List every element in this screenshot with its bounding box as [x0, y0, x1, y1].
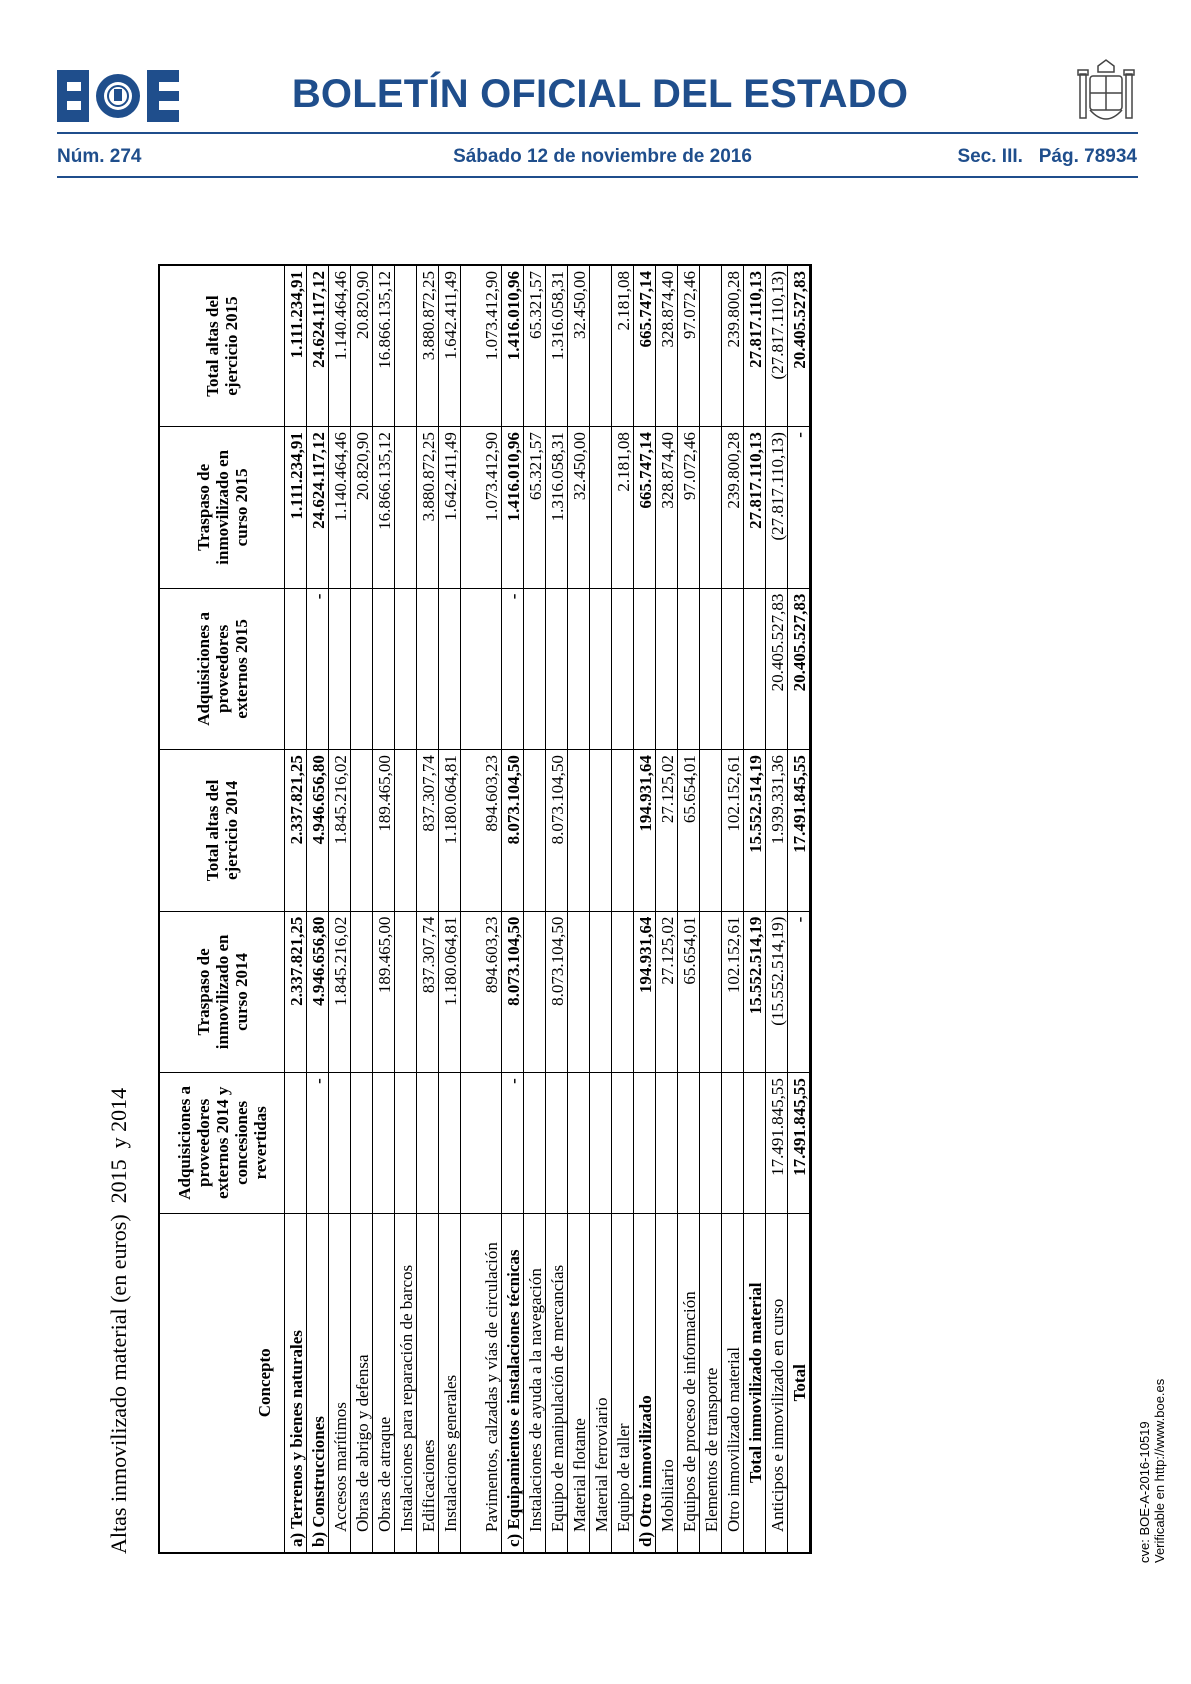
value-cell-trasp2014: 4.946.656,80	[307, 911, 329, 1073]
value-cell-adq2015	[634, 588, 656, 750]
concepto-cell: c) Equipamientos e instalaciones técnicas	[502, 1213, 524, 1553]
column-header-concepto: Concepto	[159, 1213, 285, 1553]
concepto-cell: Anticipos e inmovilizado en curso	[766, 1213, 788, 1553]
table-header-row	[159, 265, 285, 1553]
header-bottom-rule	[57, 176, 1138, 178]
value-cell-trasp2015: 1.111.234,91	[285, 427, 307, 589]
value-cell-adq2015	[656, 588, 678, 750]
value-cell-adq2014: -	[307, 1073, 329, 1213]
value-cell-trasp2014: 65.654,01	[678, 911, 700, 1073]
value-cell-total2014: 8.073.104,50	[502, 750, 524, 912]
value-cell-total2014: 102.152,61	[722, 750, 744, 912]
boe-logo	[57, 70, 179, 122]
value-cell-trasp2015: 3.880.872,25	[417, 427, 439, 589]
issue-number: Núm. 274	[57, 146, 142, 167]
concepto-cell: Equipos de proceso de información	[678, 1213, 700, 1553]
cve-footer	[1137, 1379, 1167, 1563]
value-cell-total2015: (27.817.110,13)	[766, 265, 788, 427]
value-cell-adq2014	[329, 1073, 351, 1213]
value-cell-adq2014	[634, 1073, 656, 1213]
column-header-3: Total altas del ejercicio 2014	[159, 750, 285, 912]
concepto-cell: d) Otro inmovilizado	[634, 1213, 656, 1553]
value-cell-total2015: 3.880.872,25	[417, 265, 439, 427]
value-cell-trasp2014: 1.180.064,81	[439, 911, 461, 1073]
value-cell-trasp2014	[612, 911, 634, 1073]
concepto-cell: Instalaciones generales	[439, 1213, 461, 1553]
value-cell-total2015: 2.181,08	[612, 265, 634, 427]
concepto-cell: Instalaciones para reparación de barcos	[395, 1213, 417, 1553]
value-cell-trasp2014: 1.845.216,02	[329, 911, 351, 1073]
value-cell-total2014: 4.946.656,80	[307, 750, 329, 912]
value-cell-adq2015: 20.405.527,83	[766, 588, 788, 750]
value-cell-total2014: 189.465,00	[373, 750, 395, 912]
value-cell-total2014: 1.180.064,81	[439, 750, 461, 912]
fixed-assets-table	[158, 264, 812, 1554]
value-cell-adq2015	[744, 588, 766, 750]
concepto-cell: Obras de abrigo y defensa	[351, 1213, 373, 1553]
cve-code: cve: BOE-A-2016-10519	[1137, 1421, 1152, 1563]
value-cell-total2014	[395, 750, 417, 912]
value-cell-trasp2014	[568, 911, 590, 1073]
value-cell-trasp2015: -	[788, 427, 811, 589]
column-header-4: Adquisiciones a proveedores externos 2015	[159, 588, 285, 750]
value-cell-trasp2015: 1.073.412,90	[461, 427, 502, 589]
value-cell-adq2014	[395, 1073, 417, 1213]
value-cell-trasp2014: 189.465,00	[373, 911, 395, 1073]
value-cell-adq2014	[612, 1073, 634, 1213]
value-cell-trasp2014: (15.552.514,19)	[766, 911, 788, 1073]
concepto-cell: Obras de atraque	[373, 1213, 395, 1553]
section-page: Sec. III. Pág. 78934	[957, 146, 1137, 167]
table-row	[351, 265, 373, 1553]
value-cell-trasp2014: 194.931,64	[634, 911, 656, 1073]
table-body	[285, 265, 811, 1553]
value-cell-total2014	[700, 750, 722, 912]
value-cell-trasp2014: -	[788, 911, 811, 1073]
value-cell-total2014: 194.931,64	[634, 750, 656, 912]
value-cell-total2014	[524, 750, 546, 912]
concepto-cell: Otro inmovilizado material	[722, 1213, 744, 1553]
value-cell-trasp2015: 20.820,90	[351, 427, 373, 589]
table-row	[439, 265, 461, 1553]
value-cell-adq2015: -	[307, 588, 329, 750]
value-cell-trasp2015: 24.624.117,12	[307, 427, 329, 589]
value-cell-trasp2014: 894.603,23	[461, 911, 502, 1073]
concepto-cell: Accesos marítimos	[329, 1213, 351, 1553]
table-row	[524, 265, 546, 1553]
value-cell-adq2015	[524, 588, 546, 750]
value-cell-total2015: 27.817.110,13	[744, 265, 766, 427]
value-cell-trasp2015: 97.072,46	[678, 427, 700, 589]
value-cell-adq2015: -	[502, 588, 524, 750]
value-cell-trasp2015: 239.800,28	[722, 427, 744, 589]
value-cell-trasp2014	[700, 911, 722, 1073]
value-cell-trasp2015: 328.874,40	[656, 427, 678, 589]
value-cell-total2015: 239.800,28	[722, 265, 744, 427]
value-cell-adq2014	[351, 1073, 373, 1213]
value-cell-adq2015	[395, 588, 417, 750]
table-row	[612, 265, 634, 1553]
table-row	[461, 265, 502, 1553]
value-cell-adq2014	[590, 1073, 612, 1213]
table-row	[590, 265, 612, 1553]
value-cell-adq2014	[524, 1073, 546, 1213]
value-cell-trasp2014: 27.125,02	[656, 911, 678, 1073]
value-cell-adq2015	[373, 588, 395, 750]
value-cell-total2015: 32.450,00	[568, 265, 590, 427]
column-header-6: Total altas del ejercicio 2015	[159, 265, 285, 427]
value-cell-total2015	[395, 265, 417, 427]
value-cell-adq2014	[285, 1073, 307, 1213]
value-cell-total2014: 8.073.104,50	[546, 750, 568, 912]
table-row	[788, 265, 811, 1553]
concepto-cell: Pavimentos, calzadas y vías de circulación	[461, 1213, 502, 1553]
value-cell-trasp2014: 8.073.104,50	[502, 911, 524, 1073]
value-cell-total2015: 1.316.058,31	[546, 265, 568, 427]
value-cell-total2014: 894.603,23	[461, 750, 502, 912]
value-cell-total2015: 1.642.411,49	[439, 265, 461, 427]
value-cell-adq2015	[417, 588, 439, 750]
value-cell-trasp2015: 1.416.010,96	[502, 427, 524, 589]
table-row	[546, 265, 568, 1553]
table-row	[285, 265, 307, 1553]
value-cell-total2015: 1.140.464,46	[329, 265, 351, 427]
value-cell-adq2014: -	[502, 1073, 524, 1213]
value-cell-trasp2015: 65.321,57	[524, 427, 546, 589]
gazette-title: BOLETÍN OFICIAL DEL ESTADO	[291, 72, 909, 116]
concepto-cell: a) Terrenos y bienes naturales	[285, 1213, 307, 1553]
value-cell-trasp2014	[524, 911, 546, 1073]
concepto-cell: Material ferroviario	[590, 1213, 612, 1553]
column-header-2: Traspaso de inmovilizado en curso 2014	[159, 911, 285, 1073]
table-row	[568, 265, 590, 1553]
value-cell-total2015: 328.874,40	[656, 265, 678, 427]
value-cell-trasp2015	[700, 427, 722, 589]
table-row	[700, 265, 722, 1553]
concepto-cell: Total inmovilizado material	[744, 1213, 766, 1553]
header-top-rule	[57, 132, 1138, 134]
table-row	[656, 265, 678, 1553]
value-cell-adq2014: 17.491.845,55	[766, 1073, 788, 1213]
value-cell-total2015: 1.111.234,91	[285, 265, 307, 427]
value-cell-adq2015	[700, 588, 722, 750]
column-header-5: Traspaso de inmovilizado en curso 2015	[159, 427, 285, 589]
table-row	[634, 265, 656, 1553]
value-cell-total2014	[612, 750, 634, 912]
verify-link[interactable]: Verificable en http://www.boe.es	[1152, 1378, 1167, 1563]
value-cell-total2015: 65.321,57	[524, 265, 546, 427]
table-row	[417, 265, 439, 1553]
value-cell-total2014	[351, 750, 373, 912]
value-cell-trasp2015	[590, 427, 612, 589]
value-cell-total2014	[568, 750, 590, 912]
value-cell-total2015: 24.624.117,12	[307, 265, 329, 427]
value-cell-total2014: 837.307,74	[417, 750, 439, 912]
value-cell-adq2015	[546, 588, 568, 750]
value-cell-total2014: 27.125,02	[656, 750, 678, 912]
value-cell-trasp2015: 16.866.135,12	[373, 427, 395, 589]
value-cell-trasp2014: 15.552.514,19	[744, 911, 766, 1073]
value-cell-trasp2015: 1.316.058,31	[546, 427, 568, 589]
value-cell-trasp2015: 665.747,14	[634, 427, 656, 589]
value-cell-adq2015	[329, 588, 351, 750]
value-cell-adq2014	[656, 1073, 678, 1213]
concepto-cell: Material flotante	[568, 1213, 590, 1553]
value-cell-total2015: 20.820,90	[351, 265, 373, 427]
table-row	[373, 265, 395, 1553]
value-cell-total2014: 1.939.331,36	[766, 750, 788, 912]
value-cell-total2015: 1.416.010,96	[502, 265, 524, 427]
concepto-cell: Elementos de transporte	[700, 1213, 722, 1553]
value-cell-trasp2015: 1.140.464,46	[329, 427, 351, 589]
concepto-cell: Instalaciones de ayuda a la navegación	[524, 1213, 546, 1553]
column-header-1: Adquisiciones a proveedores externos 2014 y concesiones revertidas	[159, 1073, 285, 1213]
value-cell-adq2015	[568, 588, 590, 750]
table-row	[678, 265, 700, 1553]
value-cell-trasp2015	[395, 427, 417, 589]
table-row	[722, 265, 744, 1553]
value-cell-adq2014	[417, 1073, 439, 1213]
issue-date: Sábado 12 de noviembre de 2016	[453, 146, 752, 167]
value-cell-adq2014	[744, 1073, 766, 1213]
value-cell-total2014: 15.552.514,19	[744, 750, 766, 912]
value-cell-total2015: 16.866.135,12	[373, 265, 395, 427]
value-cell-total2014: 1.845.216,02	[329, 750, 351, 912]
concepto-cell: Edificaciones	[417, 1213, 439, 1553]
concepto-cell: Total	[788, 1213, 811, 1553]
value-cell-trasp2014	[351, 911, 373, 1073]
value-cell-trasp2015: 27.817.110,13	[744, 427, 766, 589]
value-cell-total2015	[590, 265, 612, 427]
value-cell-adq2015	[612, 588, 634, 750]
value-cell-trasp2015: 1.642.411,49	[439, 427, 461, 589]
value-cell-trasp2015: (27.817.110,13)	[766, 427, 788, 589]
table-row	[766, 265, 788, 1553]
coat-of-arms-icon	[1076, 58, 1136, 130]
table-row	[395, 265, 417, 1553]
value-cell-trasp2015: 32.450,00	[568, 427, 590, 589]
value-cell-trasp2014: 8.073.104,50	[546, 911, 568, 1073]
value-cell-adq2014	[546, 1073, 568, 1213]
value-cell-adq2014	[373, 1073, 395, 1213]
value-cell-adq2014	[700, 1073, 722, 1213]
value-cell-total2015	[700, 265, 722, 427]
value-cell-adq2014: 17.491.845,55	[788, 1073, 811, 1213]
value-cell-adq2015	[722, 588, 744, 750]
value-cell-total2015: 20.405.527,83	[788, 265, 811, 427]
value-cell-total2015: 97.072,46	[678, 265, 700, 427]
value-cell-adq2014	[439, 1073, 461, 1213]
rotated-table-frame	[106, 236, 896, 1559]
value-cell-trasp2014: 102.152,61	[722, 911, 744, 1073]
table-row	[329, 265, 351, 1553]
value-cell-trasp2014	[395, 911, 417, 1073]
value-cell-adq2014	[568, 1073, 590, 1213]
value-cell-adq2015	[439, 588, 461, 750]
value-cell-total2014: 65.654,01	[678, 750, 700, 912]
table-row	[307, 265, 329, 1553]
value-cell-adq2015	[351, 588, 373, 750]
value-cell-trasp2014: 2.337.821,25	[285, 911, 307, 1073]
value-cell-adq2015: 20.405.527,83	[788, 588, 811, 750]
value-cell-total2014: 17.491.845,55	[788, 750, 811, 912]
value-cell-adq2015	[461, 588, 502, 750]
concepto-cell: b) Construcciones	[307, 1213, 329, 1553]
value-cell-trasp2015: 2.181,08	[612, 427, 634, 589]
value-cell-adq2015	[285, 588, 307, 750]
value-cell-adq2015	[590, 588, 612, 750]
value-cell-total2014: 2.337.821,25	[285, 750, 307, 912]
table-caption: Altas inmovilizado material (en euros) 2015 y 2014	[106, 1087, 131, 1554]
value-cell-adq2014	[678, 1073, 700, 1213]
value-cell-trasp2014: 837.307,74	[417, 911, 439, 1073]
concepto-cell: Mobiliario	[656, 1213, 678, 1553]
value-cell-total2014	[590, 750, 612, 912]
concepto-cell: Equipo de taller	[612, 1213, 634, 1553]
table-row	[744, 265, 766, 1553]
table-row	[502, 265, 524, 1553]
value-cell-total2015: 665.747,14	[634, 265, 656, 427]
value-cell-adq2014	[722, 1073, 744, 1213]
value-cell-total2015: 1.073.412,90	[461, 265, 502, 427]
concepto-cell: Equipo de manipulación de mercancías	[546, 1213, 568, 1553]
value-cell-adq2014	[461, 1073, 502, 1213]
value-cell-adq2015	[678, 588, 700, 750]
value-cell-trasp2014	[590, 911, 612, 1073]
